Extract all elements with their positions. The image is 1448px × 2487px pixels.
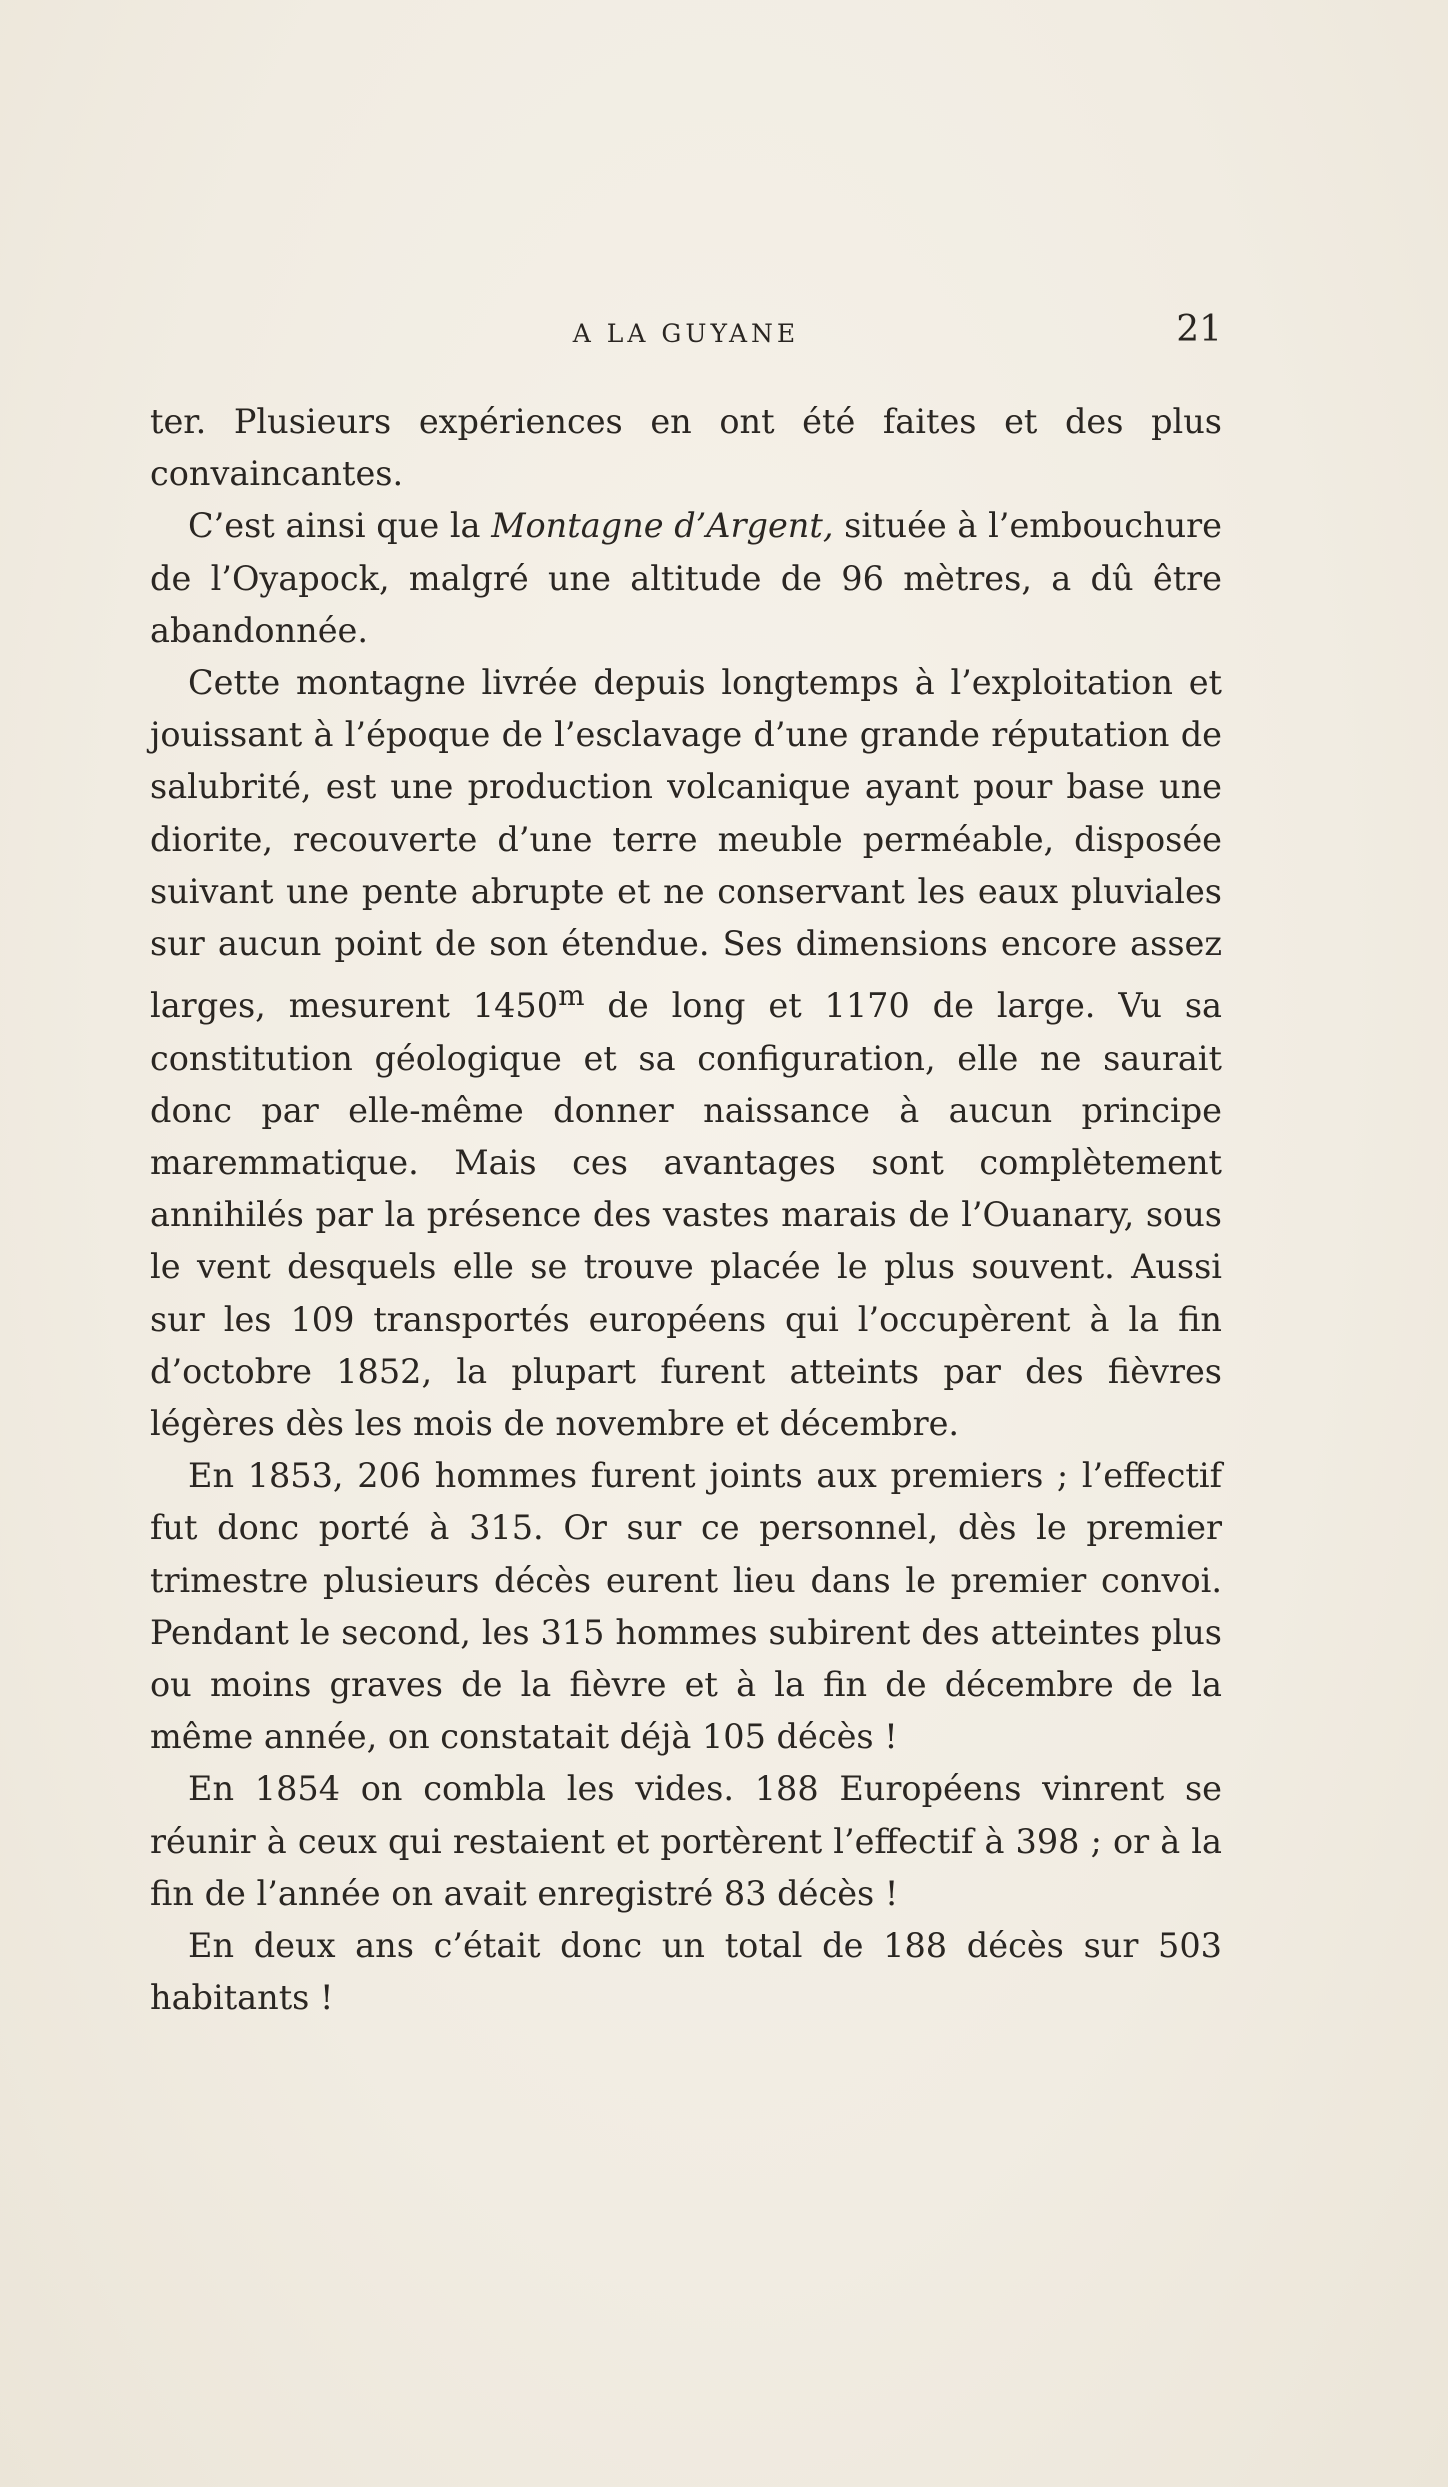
italic-place-name: Montagne d’Argent, (491, 506, 834, 546)
paragraph-4: En 1853, 206 hommes furent joints aux premiers ; l’effectif fut donc porté à 315. Or sur ce personnel, dès le premier trimestre plusieurs décès eurent lieu dans le premier convoi. Pendant le second, les 315 hommes subirent des atteintes plus ou moins graves de la fièvre et à la fin de décembre de la même année, on constatait déjà 105 décès ! (150, 1456, 1222, 1757)
paragraph-3-text-start: Cette montagne livrée depuis longtemps à l’exploitation et jouissant à l’époque de l’esclavage d’une grande réputation de salubrité, est une production volcanique ayant pour base une diorite, recouverte d’une terre meuble perméable, disposée suivant une pente abrupte et ne conservant les eaux pluviales sur aucun point de son étendue. Ses dimensions encore assez larges, mesurent 1450 (150, 663, 1222, 1026)
paragraph-2-text-start: C’est ainsi que la (188, 506, 492, 546)
paragraph-5: En 1854 on combla les vides. 188 Européens vinrent se réunir à ceux qui restaient et portèrent l’effectif à 398 ; or à la fin de l’année on avait enregistré 83 décès ! (150, 1769, 1222, 1913)
page-number: 21 (1176, 309, 1222, 350)
body-text (150, 396, 1222, 2024)
paragraph-1: ter. Plusieurs expériences en ont été faites et des plus convaincantes. (150, 402, 1222, 494)
page-header (150, 305, 1222, 355)
running-title: A LA GUYANE (572, 319, 800, 348)
paragraph-3-text-end: de long et 1170 de large. Vu sa constitution géologique et sa configuration, elle ne saurait donc par elle-même donner naissance à aucun principe maremmatique. Mais ces avantages sont complètement annihilés par la présence des vastes marais de l’Ouanary, sous le vent desquels elle se trouve placée le plus souvent. Aussi sur les 109 transportés européens qui l’occupèrent à la fin d’octobre 1852, la plupart furent atteints par des fièvres légères dès les mois de novembre et décembre. (150, 986, 1222, 1444)
paragraph-6: En deux ans c’était donc un total de 188 décès sur 503 habitants ! (150, 1926, 1222, 2018)
paragraph-3 (150, 657, 1222, 1450)
paragraph-2-text-end: située à l’embouchure de l’Oyapock, malgré une altitude de 96 mètres, a dû être abandonnée. (150, 506, 1222, 650)
unit-superscript: m (558, 979, 585, 1013)
paragraph-2 (150, 500, 1222, 657)
